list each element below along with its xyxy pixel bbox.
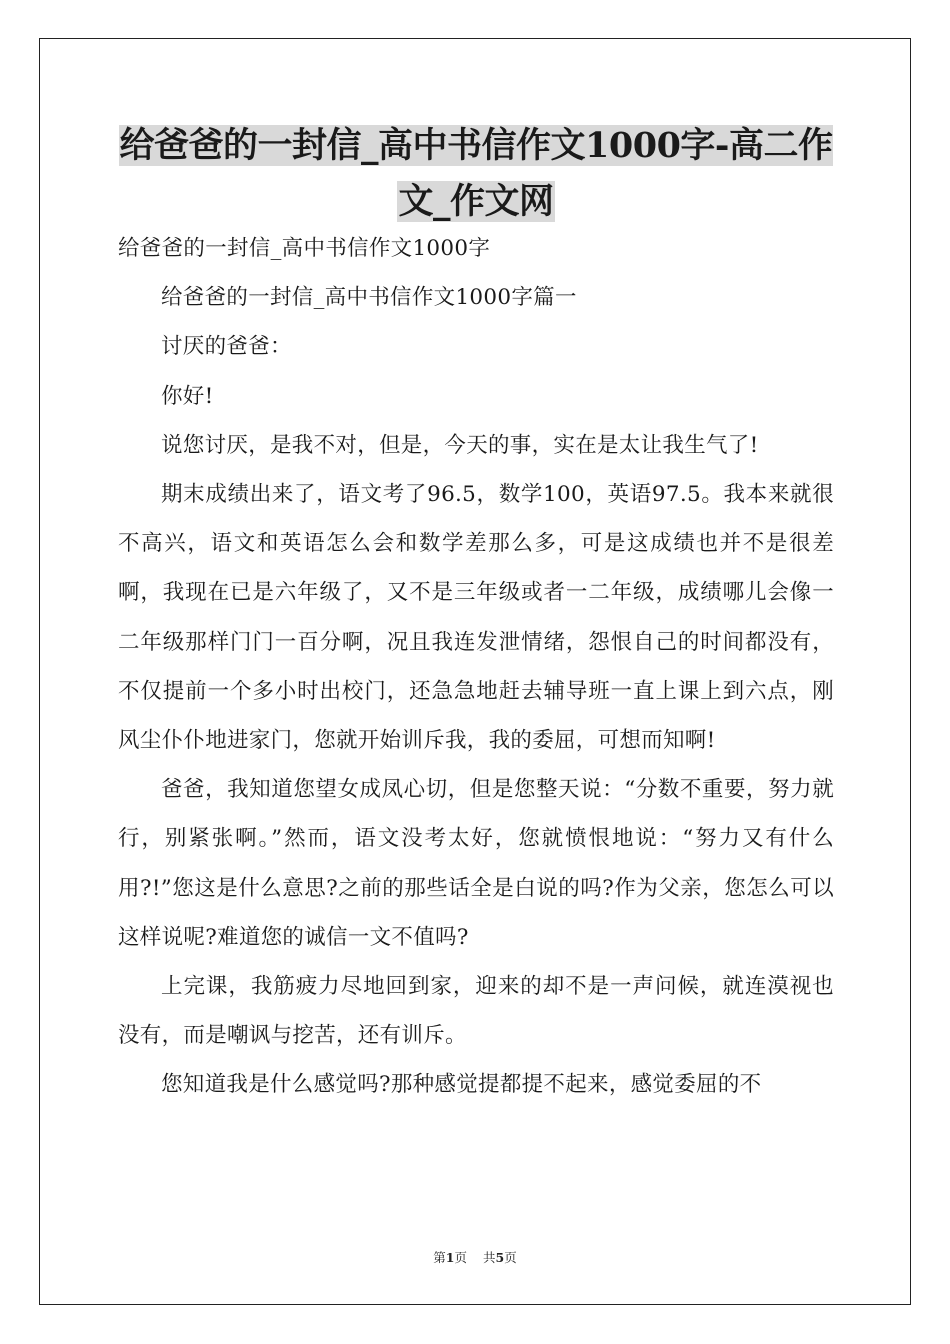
page-number: 1 [445, 1250, 455, 1265]
greeting: 你好! [161, 383, 214, 409]
page-total: 5 [495, 1250, 505, 1265]
body-paragraph: 上完课，我筋疲力尽地回到家，迎来的却不是一声问候，就连漠视也没有，而是嘲讽与挖苦，还有训斥。 [118, 974, 834, 1049]
document-title [118, 118, 834, 230]
page-prefix: 第 [433, 1250, 446, 1265]
title-line-1: 给爸爸的一封信_高中书信作文1000字-高二作 [119, 125, 833, 166]
page-footer [0, 1248, 950, 1266]
total-suffix: 页 [504, 1250, 517, 1265]
subtitle-paragraph: 给爸爸的一封信_高中书信作文1000字 [118, 236, 491, 261]
document-body [118, 224, 834, 1110]
page-suffix: 页 [454, 1250, 467, 1265]
salutation: 讨厌的爸爸： [161, 334, 292, 360]
body-paragraph: 爸爸，我知道您望女成凤心切，但是您整天说：“分数不重要，努力就行，别紧张啊。”然而，语文没考太好，您就愤恨地说：“努力又有什么用?!”您这是什么意思?之前的那些话全是白说的吗?作为父亲，您怎么可以这样说呢?难道您的诚信一文不值吗? [118, 777, 834, 950]
body-paragraph: 期末成绩出来了，语文考了96.5，数学100，英语97.5。我本来就很不高兴，语文和英语怎么会和数学差那么多，可是这成绩也并不是很差啊，我现在已是六年级了，又不是三年级或者一二年级，成绩哪儿会像一二年级那样门门一百分啊，况且我连发泄情绪，怨恨自己的时间都没有，不仅提前一个多小时出校门，还急急地赶去辅导班一直上课上到六点，刚风尘仆仆地进家门，您就开始训斥我，我的委屈，可想而知啊! [118, 482, 834, 754]
title-line-2: 文_作文网 [398, 181, 554, 222]
total-prefix: 共 [483, 1250, 496, 1265]
body-paragraph: 您知道我是什么感觉吗?那种感觉提都提不起来，感觉委屈的不 [161, 1072, 762, 1098]
section-heading: 给爸爸的一封信_高中书信作文1000字篇一 [161, 285, 577, 311]
body-paragraph: 说您讨厌，是我不对，但是，今天的事，实在是太让我生气了! [161, 432, 759, 458]
